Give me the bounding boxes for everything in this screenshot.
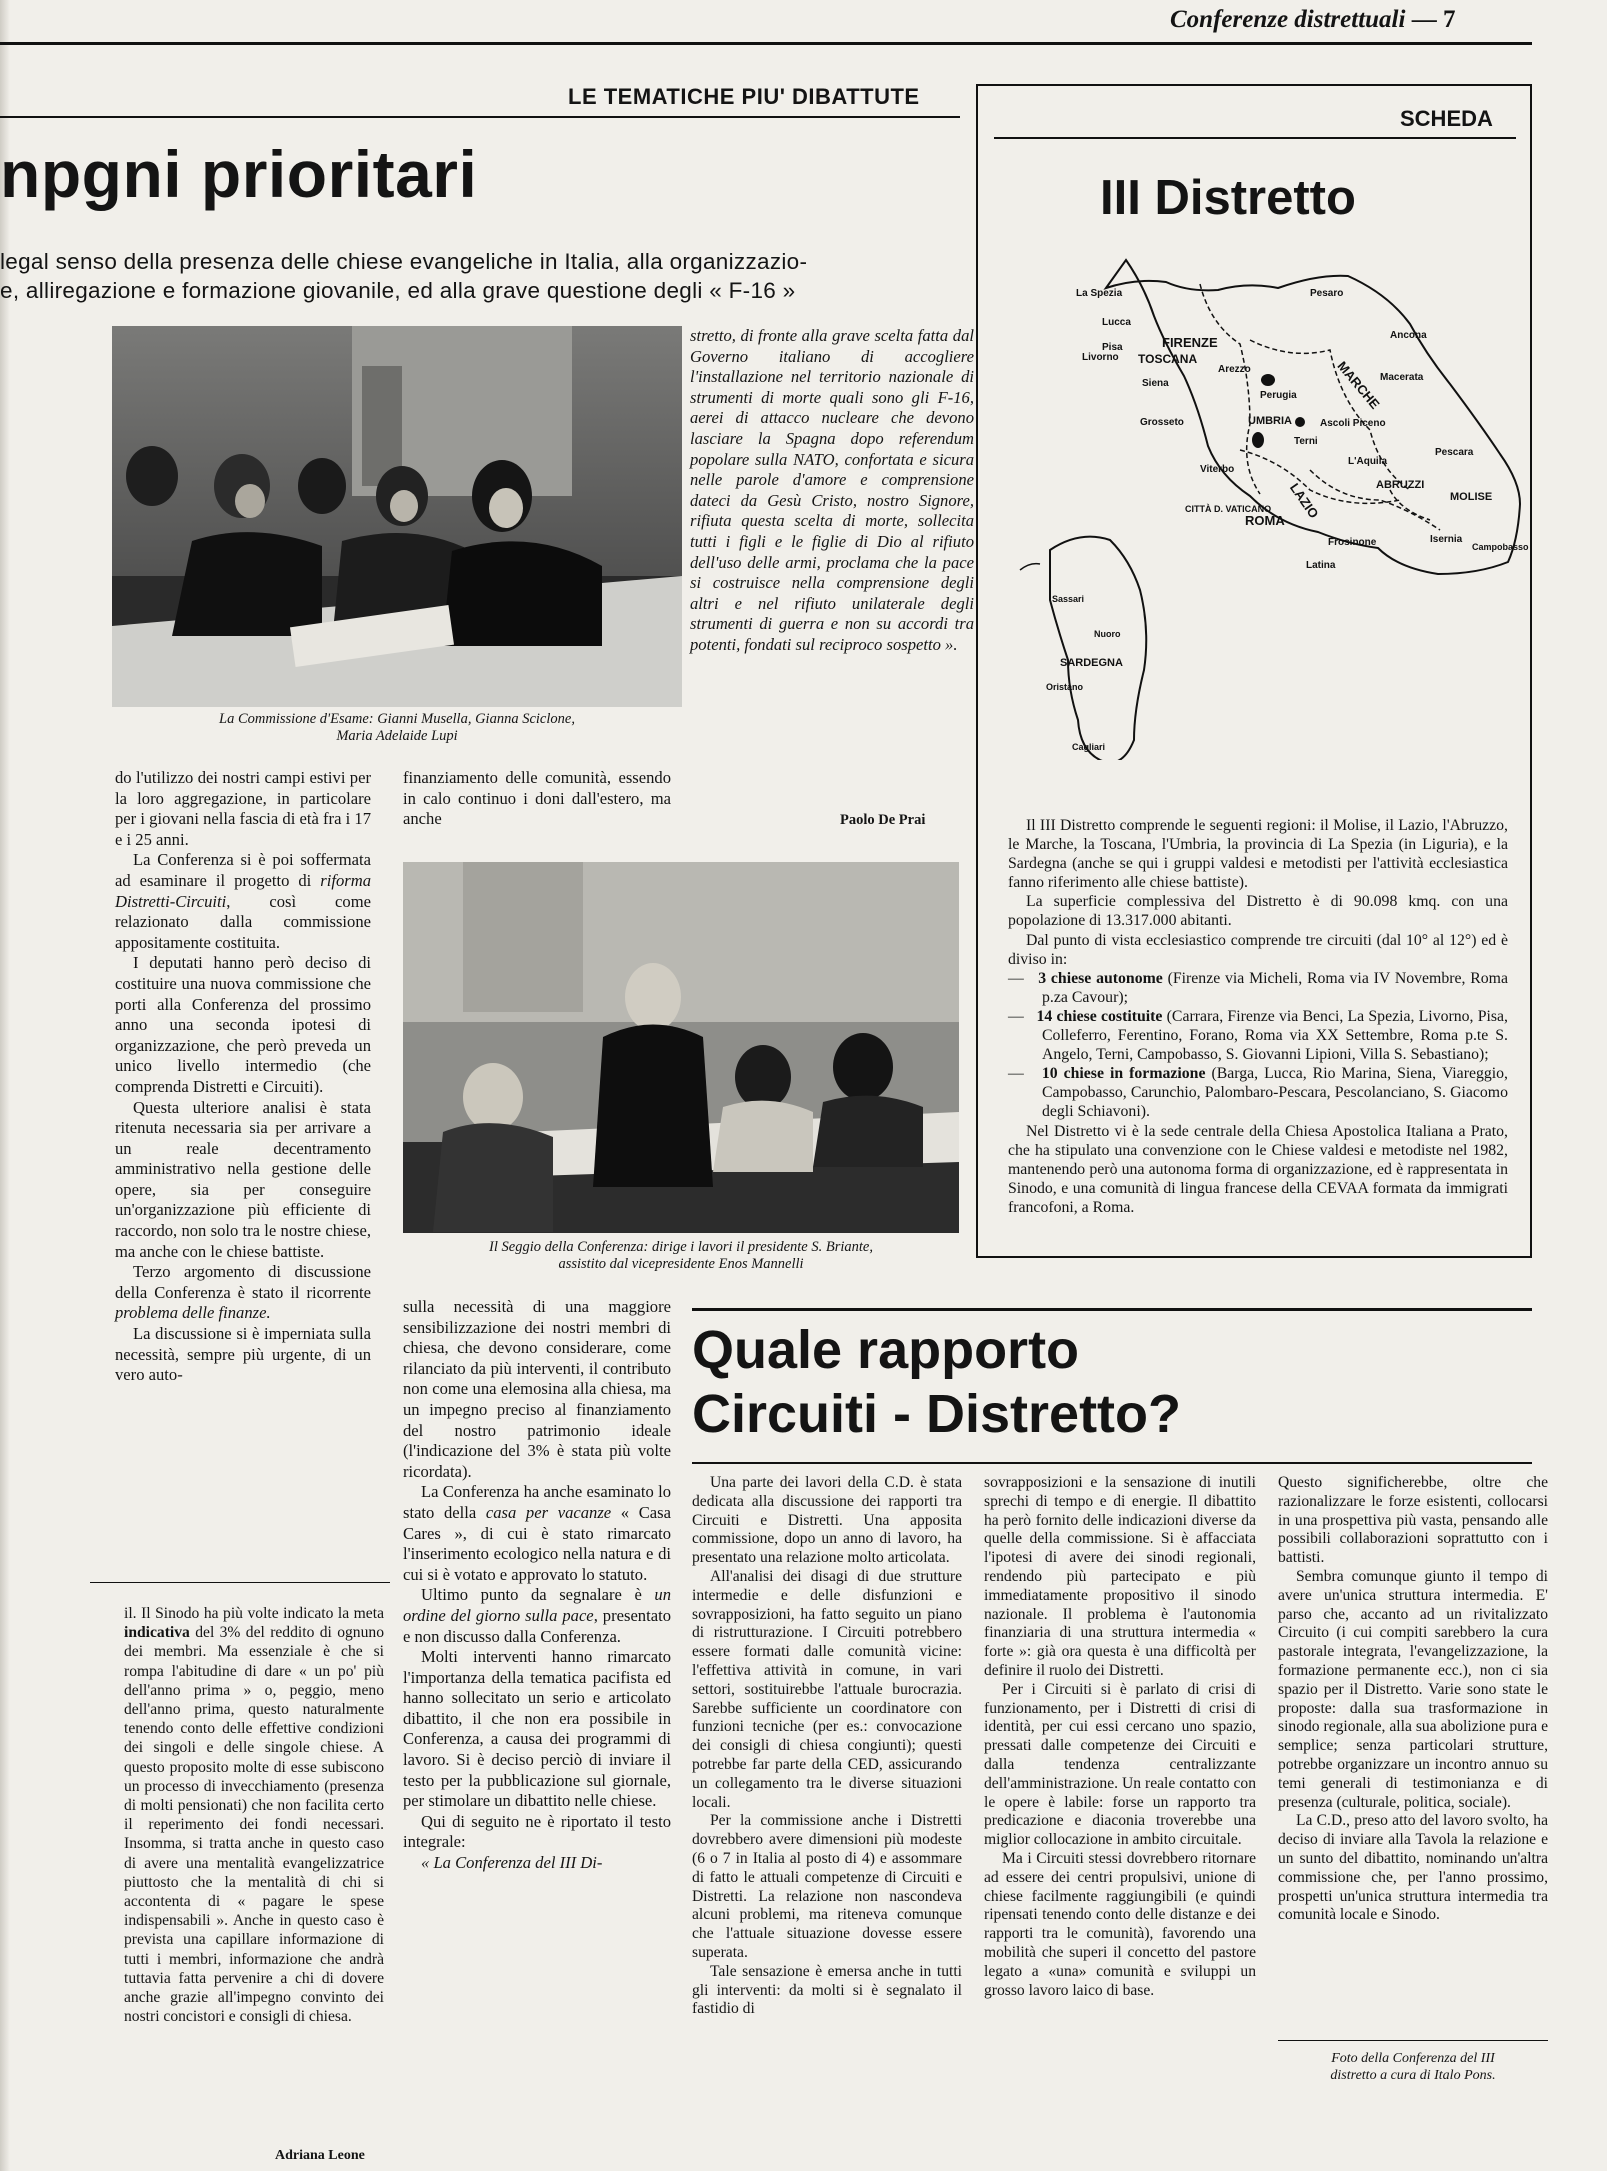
article2-col2-paragraph-2: Per i Circuiti si è parlato di crisi di funzionamento, per i Distretti di crisi di identità, per cui essi cercano uno spazio, pressati dalle competenze dei Circuiti e dalla tendenza centralizzante dell'amministrazione. Un reale contatto con le opere è labile: forse un rapporto tra predicazione e diaconia troverebbe una miglior collocazione in ambito circuitale.	[984, 1680, 1256, 1849]
photo-seggio-caption	[403, 1239, 959, 1273]
map-label-roma: ROMA	[1245, 513, 1285, 528]
photo-seggio	[403, 862, 959, 1233]
col-a-paragraph-6: La discussione si è imperniata sulla necessità, sempre più urgente, di un vero auto-	[115, 1324, 371, 1385]
peace-resolution-text	[690, 326, 974, 656]
deck-line-1: legal senso della presenza delle chiese evangeliche in Italia, alla organizzazio-	[0, 249, 808, 274]
photo-commissione-image	[112, 326, 682, 707]
map-label-pesaro: Pesaro	[1310, 288, 1344, 299]
map-label-toscana: TOSCANA	[1138, 352, 1198, 366]
map-label-perugia: Perugia	[1260, 390, 1297, 401]
map-label-vaticano: CITTÀ D. VATICANO	[1185, 504, 1272, 514]
photo-commissione-caption-line-2: Maria Adelaide Lupi	[336, 728, 458, 744]
col-a-paragraph-2	[115, 850, 371, 953]
article2-col3-paragraph-1: Questo significherebbe, oltre che razionalizzare le forze esistenti, collocarsi in una prospettiva più vasta, pensando alle possibili collaborazioni soprattutto con i battisti.	[1278, 1474, 1548, 1567]
kicker-rule	[0, 116, 960, 118]
col-b-p2-text-end: « Casa Cares », di cui è stato rimarcato l'inserimento ecologico nella natura e di cui si è votato e approvato lo statuto.	[403, 1502, 671, 1584]
scheda-list-item	[1008, 1064, 1508, 1121]
byline-leone: Adriana Leone	[275, 2148, 365, 2163]
map-label-la-spezia: La Spezia	[1076, 288, 1123, 299]
column-b-bottom-text	[403, 1297, 671, 1874]
article2-column-2	[984, 1474, 1256, 2000]
map-label-abruzzi: ABRUZZI	[1376, 479, 1425, 491]
map-label-campobasso: Campobasso	[1472, 542, 1529, 552]
col-b-mid-paragraph: finanziamento delle comunità, essendo in calo continuo i doni dall'estero, ma anche	[403, 768, 671, 829]
running-header	[1170, 6, 1570, 34]
article2-headline-rule	[692, 1462, 1532, 1464]
list-item-text: (Barga, Lucca, Rio Marina, Siena, Viareggio, Campobasso, Carunchio, Palombaro-Pescara, Pescolanciano, S. Giacomo degli Schiavoni).	[1042, 1065, 1508, 1121]
map-label-cagliari: Cagliari	[1072, 742, 1106, 752]
col-b-paragraph-4: Molti interventi hanno rimarcato l'importanza della tematica pacifista ed hanno sollecitato un serio e articolato dibattito, il che non era possibile in Conferenza, a causa dei programmi di lavoro. Si è deciso perciò di inviare il testo per la pubblicazione sul giornale, per stimolare un dibattito nelle chiese.	[403, 1647, 671, 1811]
finance-note-text-end: del 3% del reddito di ognuno dei membri. Ma essenziale è che si rompa l'abitudine di dare « un po' più dell'anno prima » o, peggio, meno dell'anno prima, questo naturalmente tenendo conto delle effettive condizioni dei singoli e delle singole chiese. A questo proposito molte di esse subiscono un processo di invecchiamento (presenza di molti pensionati) che non facilita certo il reperimento dei fondi necessari. Insomma, si tratta anche in questo caso di avere una mentalità evangelizzatrice piuttosto che la mentalità di chi si accontenta di « pagare le spese indispensabili ». Anche in questo caso è prevista una capillare informazione di tutti i membri, informazione che andrà tuttavia fatta pervenire a chi di dovere anche grazie all'impegno convinto dei nostri concistori e consigli di chiesa.	[124, 1624, 384, 2026]
header-rule	[0, 42, 1532, 45]
finance-note-bold: indicativa	[124, 1624, 190, 1642]
col-a-p2-text: La Conferenza si è poi soffermata ad esaminare il progetto di	[115, 850, 371, 890]
page-fold-shadow	[0, 0, 10, 2171]
finance-note-paragraph	[124, 1604, 384, 2026]
scheda-label: SCHEDA	[1400, 106, 1493, 131]
map-label-livorno: Livorno	[1082, 352, 1119, 363]
col-b-p2-text: La Conferenza ha anche esaminato lo stato della	[403, 1482, 671, 1522]
map-label-pescara: Pescara	[1435, 447, 1474, 458]
scheda-paragraph-4: Nel Distretto vi è la sede centrale della Chiesa Apostolica Italiana a Prato, che ha stipulato una convenzione con le Chiese valdesi e metodiste nel 1982, mantenendo però una autonoma forma di organizzazione, ed è rappresentata in Sinodo, e una comunità di lingua francese della CEVAA formata da immigrati francofoni, a Roma.	[1008, 1122, 1508, 1216]
photo-seggio-image	[403, 862, 959, 1233]
map-label-sassari: Sassari	[1052, 594, 1085, 604]
photo-credit-line-1: Foto della Conferenza del III	[1331, 2051, 1495, 2066]
scheda-paragraph-1: Il III Distretto comprende le seguenti regioni: il Molise, il Lazio, l'Abruzzo, le Marche, la Toscana, l'Umbria, la provincia di La Spezia (in Liguria), e la Sardegna (anche se qui i gruppi valdesi e metodisti per l'attività ecclesiastica fanno riferimento alle chiese battiste).	[1008, 817, 1508, 892]
article2-col1-paragraph-3: Per la commissione anche i Distretti dovrebbero avere dimensioni più modeste (6 o 7 in Italia al posto di 4) e assommare di fatto le attuali competenze di Circuiti e Distretti. La relazione non nascondeva alcuni problemi, ma riteneva comunque che l'attuale situazione dovesse essere superata.	[692, 1812, 962, 1961]
map-label-lucca: Lucca	[1102, 317, 1131, 328]
map-label-sardegna: SARDEGNA	[1060, 657, 1123, 669]
article2-col2-paragraph-1: sovrapposizioni e la sensazione di inutili sprechi di tempo e di energie. Il dibattito ha però fornito delle indicazioni diverse da quelle della commissione. Si è affacciata l'ipotesi di avere dei sinodi regionali, rendendo più partecipato e più immediatamente propositivo il sinodo nazionale. Il problema è l'autonomia finanziaria di una struttura intermedia « forte »: già ora questa è una difficoltà per definire il ruolo dei Distretti.	[984, 1474, 1256, 1679]
map-label-laquila: L'Aquila	[1348, 456, 1388, 467]
list-dash: —	[1008, 969, 1024, 987]
photo-credit-line-2: distretto a cura di Italo Pons.	[1330, 2068, 1496, 2083]
deck-line-2: e, alliregazione e formazione giovanile, ed alla grave questione degli « F-16 »	[0, 278, 796, 303]
map-label-molise: MOLISE	[1450, 491, 1493, 503]
page-number: — 7	[1411, 6, 1456, 33]
article2-top-rule	[692, 1308, 1532, 1311]
photo-commissione-caption	[112, 711, 682, 745]
col-a-p5-text: Terzo argomento di discussione della Conferenza è stato il ricorrente	[115, 1262, 371, 1302]
col-a-paragraph-5	[115, 1262, 371, 1324]
col-a-p2-text-end: , così come relazionato dalla commissione appositamente costituita.	[115, 891, 371, 952]
scheda-list-item	[1008, 969, 1508, 1007]
peace-resolution-paragraph: stretto, di fronte alla grave scelta fatta dal Governo italiano di accogliere l'installazione nel territorio nazionale di strumenti di morte quali sono gli F-16, aerei di attacco nucleare che devono lasciare la Spagna dopo referendum popolare sulla NATO, confortata e sicura nelle parole d'amore e comprensione dateci da Gesù Cristo, nostro Signore, rifiuta questa scelta di morte, sollecita tutti i figli e le figlie di Dio al rifiuto dell'uso delle armi, proclama che la pace si costruisce nella comprensione degli altri e nel rifiuto unilaterale degli strumenti di guerra e non su accordi tra potenti, fondati sul reciproco sospetto ».	[690, 326, 974, 654]
finance-note-text-start: il. Il Sinodo ha più volte indicato la meta	[124, 1605, 384, 1622]
deck	[0, 247, 960, 305]
map-label-frosinone: Frosinone	[1328, 537, 1377, 548]
article2-col3-paragraph-3: La C.D., preso atto del lavoro svolto, ha deciso di inviare alla Tavola la relazione e un sunto del dibattito, nominando un'altra commissione che, per l'anno prossimo, prospetti un'unica struttura intermedia tra comunità locale e Sinodo.	[1278, 1812, 1548, 1924]
photo-seggio-caption-line-2: assistito dal vicepresidente Enos Mannelli	[558, 1256, 804, 1272]
map-label-siena: Siena	[1142, 378, 1169, 389]
article2-headline	[692, 1318, 1181, 1446]
scheda-title: III Distretto	[1100, 171, 1356, 225]
map-label-umbria: UMBRIA	[1248, 415, 1292, 427]
kicker: LE TEMATICHE PIU' DIBATTUTE	[568, 84, 920, 109]
map-label-lazio: LAZIO	[1286, 480, 1322, 521]
photo-commissione-caption-line-1: La Commissione d'Esame: Gianni Musella, Gianna Sciclone,	[219, 711, 575, 727]
col-b-paragraph-3	[403, 1585, 671, 1647]
scheda-text	[1008, 816, 1508, 1217]
col-a-p5-italic: problema delle finanze.	[115, 1303, 271, 1323]
col-a-p2-italic: riforma Distretti-Circuiti	[115, 870, 371, 911]
scheda-paragraph-2: La superficie complessiva del Distretto è di 90.098 kmq. con una popolazione di 13.317.000 abitanti.	[1008, 893, 1508, 930]
map-label-latina: Latina	[1306, 560, 1336, 571]
map-label-oristano: Oristano	[1046, 682, 1084, 692]
col-b-paragraph-6: « La Conferenza del III Di-	[421, 1853, 603, 1873]
photo-credit-rule	[1278, 2040, 1548, 2041]
list-dash: —	[1008, 1007, 1024, 1025]
photo-credit	[1278, 2050, 1548, 2084]
map-label-isernia: Isernia	[1430, 534, 1463, 545]
col-b-paragraph-2	[403, 1482, 671, 1585]
photo-seggio-caption-line-1: Il Seggio della Conferenza: dirige i lavori il presidente S. Briante,	[489, 1239, 873, 1255]
scheda-church-list	[1008, 969, 1508, 1122]
article2-column-1	[692, 1474, 962, 2019]
column-b-mid-text	[403, 768, 671, 830]
photo-commissione	[112, 326, 682, 707]
list-dash: —	[1008, 1065, 1024, 1083]
district-map-svg	[1010, 250, 1530, 760]
list-item-text: (Carrara, Firenze via Benci, La Spezia, Livorno, Pisa, Colleferro, Ferentino, Forano, Roma via XX Settembre, Roma p.te S. Angelo, Terni, Campobasso, S. Giovanni Lipioni, Villa S. Sebastiano);	[1042, 1007, 1508, 1064]
map-label-ascoli: Ascoli Piceno	[1320, 418, 1386, 429]
scheda-paragraph-3: Dal punto di vista ecclesiastico comprende tre circuiti (dal 10° al 12°) ed è diviso in:	[1008, 931, 1508, 968]
article2-col1-paragraph-2: All'analisi dei disagi di due strutture intermedie e delle disfunzioni e sovrapposizioni, ha fatto seguito un piano di ristrutturazione. I Circuiti potrebbero essere formati dalle comunità vicine: l'effettiva attività in comune, in vari settori, sostituirebbe l'attuale burocrazia. Sarebbe sufficiente un coordinatore con funzioni tecniche (per es.: convocazione dei consigli di chiesa congiunti); questi potrebbe far parte della CED, assicurando un collegamento tra le diverse situazioni locali.	[692, 1567, 962, 1811]
article2-column-3	[1278, 1474, 1548, 1925]
byline-de-prai: Paolo De Prai	[840, 812, 926, 828]
list-item-text: (Firenze via Micheli, Roma via IV Novembre, Roma p.za Cavour);	[1042, 969, 1508, 1006]
article2-headline-line-2: Circuiti - Distretto?	[692, 1384, 1182, 1444]
map-label-terni: Terni	[1294, 436, 1318, 447]
box-top-rule	[90, 1582, 390, 1583]
column-a-text	[115, 768, 371, 1386]
map-label-arezzo: Arezzo	[1218, 364, 1251, 375]
list-item-bold: 10 chiese in formazione	[1041, 1065, 1206, 1083]
headline: npgni prioritari	[0, 137, 478, 211]
district-map	[1010, 250, 1530, 760]
map-label-pisa: Pisa	[1102, 342, 1123, 353]
map-label-grosseto: Grosseto	[1140, 417, 1184, 428]
article2-headline-line-1: Quale rapporto	[692, 1320, 1080, 1380]
col-a-paragraph-4: Questa ulteriore analisi è stata ritenuta necessaria sia per arrivare a un reale decentramento amministrativo nella gestione delle opere, sia per conseguire un'organizzazione più efficiente di raccordo, non solo tra le nostre chiese, ma anche con le chiese battiste.	[115, 1097, 371, 1261]
col-b-p3-italic: un ordine del giorno sulla pace	[403, 1585, 671, 1625]
col-b-paragraph-5: Qui di seguito ne è riportato il testo integrale:	[403, 1811, 671, 1852]
map-label-marche: MARCHE	[1334, 358, 1383, 412]
col-b-paragraph-1: sulla necessità di una maggiore sensibilizzazione dei nostri membri di chiesa, che devono considerare, come rilanciato da più interventi, il contributo non come una elemosina alla chiesa, ma un impegno preciso al finanziamento del nostro patrimonio ideale (l'indicazione del 3% è stata più volte ricordata).	[403, 1297, 671, 1481]
map-label-ancona: Ancona	[1390, 330, 1427, 341]
map-label-firenze: FIRENZE	[1162, 335, 1218, 350]
list-item-bold: 3 chiese autonome	[1038, 969, 1163, 987]
col-b-p2-italic: casa per vacanze	[485, 1502, 612, 1522]
col-b-p3-text-end: , presentato e non discusso dalla Conferenza.	[403, 1605, 671, 1646]
col-a-paragraph-3: I deputati hanno però deciso di costituire una nuova commissione che porti alla Conferenza del prossimo anno una seconda ipotesi di organizzazione, che però preveda un unico livello intermedio (che comprenda Distretti e Circuiti).	[115, 953, 371, 1096]
map-label-nuoro: Nuoro	[1094, 629, 1121, 639]
col-b-p3-text: Ultimo punto da segnalare è	[421, 1585, 655, 1605]
scheda-list-item	[1008, 1007, 1508, 1064]
section-title: Conferenze distrettuali	[1170, 6, 1406, 33]
col-a-paragraph-1: do l'utilizzo dei nostri campi estivi per la loro aggregazione, in particolare per i giovani nella fascia di età fra i 17 e i 25 anni.	[115, 768, 371, 849]
list-item-bold: 14 chiese costituite	[1036, 1007, 1163, 1025]
map-label-macerata: Macerata	[1380, 372, 1424, 383]
scheda-label-rule	[994, 137, 1516, 139]
finance-note-text	[124, 1604, 384, 2026]
article2-col1-paragraph-1: Una parte dei lavori della C.D. è stata dedicata alla discussione dei rapporti tra Circuiti e Distretti. Una apposita commissione, dopo un anno di lavoro, ha presentato una relazione molto articolata.	[692, 1474, 962, 1567]
article2-col1-paragraph-4: Tale sensazione è emersa anche in tutti gli interventi: da molti si è segnalato il fastidio di	[692, 1962, 962, 2018]
article2-col2-paragraph-3: Ma i Circuiti stessi dovrebbero ritornare ad essere dei centri propulsivi, unione di chiese facilmente raggiungibili (e quindi ripensati tenendo conto delle distanze e dei rapporti tra le comunità), favorendo una mobilità che superi il concetto del pastore legato a «una» comunità e sviluppi un grosso lavoro laico di base.	[984, 1849, 1256, 1999]
map-label-viterbo: Viterbo	[1200, 464, 1235, 475]
article2-col3-paragraph-2: Sembra comunque giunto il tempo di avere un'unica struttura intermedia. E' parso che, accanto ad un rivitalizzato Circuito (i cui compiti sarebbero la cura pastorale integrata, l'evangelizzazione, la formazione permanente ecc.), non ci sia spazio per il Distretto. Varie sono state le proposte: dalla sua trasformazione in sinodo regionale, alla sua abolizione pura e semplice; senza particolari strutture, potrebbe organizzare un incontro annuo su temi generali di testimonianza e di presenza (culturale, politica, sociale).	[1278, 1567, 1548, 1811]
